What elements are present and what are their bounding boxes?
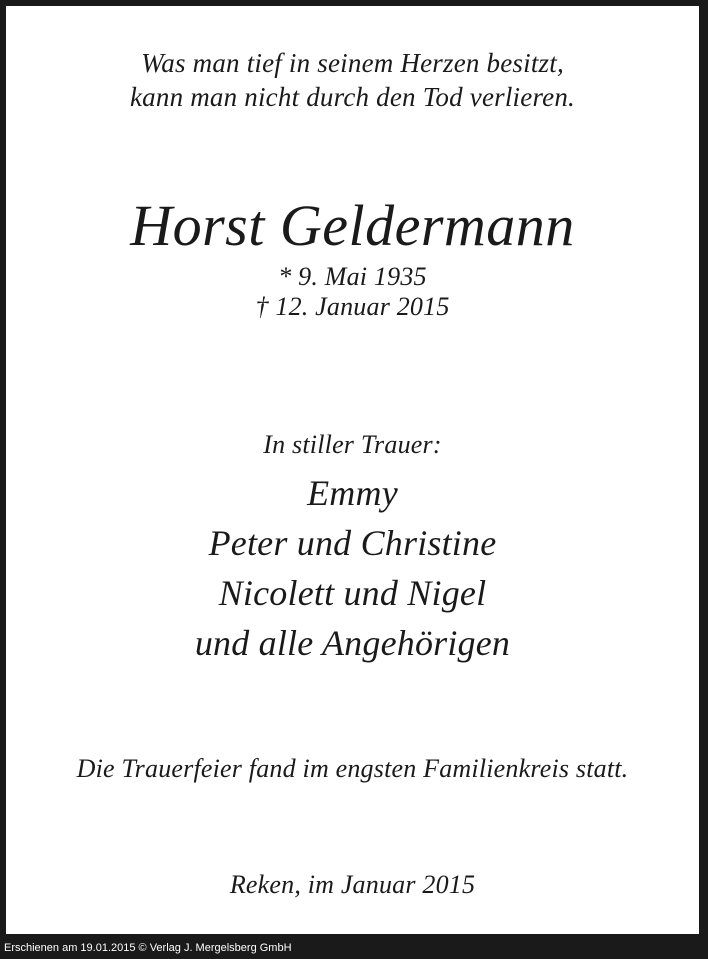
- mourner-4: und alle Angehörigen: [194, 623, 511, 663]
- deceased-name: Horst Geldermann: [130, 193, 575, 258]
- funeral-info: Die Trauerfeier fand im engsten Familienkreis statt.: [76, 754, 629, 783]
- obituary-notice: [6, 6, 699, 934]
- mourner-1: Emmy: [307, 473, 398, 513]
- birth-date: * 9. Mai 1935: [278, 262, 427, 291]
- place-and-date: Reken, im Januar 2015: [229, 870, 476, 899]
- publication-footer: Erschienen am 19.01.2015 © Verlag J. Mergelsberg GmbH: [4, 942, 292, 954]
- mourner-3: Nicolett und Nigel: [218, 573, 487, 613]
- motto-line-2: kann man nicht durch den Tod verlieren.: [130, 82, 575, 112]
- motto-line-1: Was man tief in seinem Herzen besitzt,: [141, 48, 564, 78]
- death-date: † 12. Januar 2015: [255, 292, 450, 321]
- mourner-2: Peter und Christine: [208, 523, 497, 563]
- mourning-intro: In stiller Trauer:: [263, 430, 442, 459]
